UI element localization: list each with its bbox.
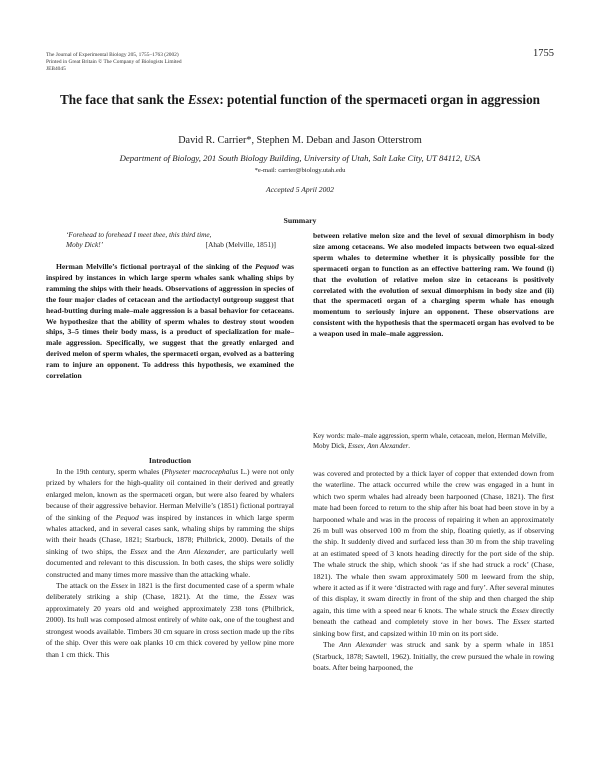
keyword-essex: Essex — [348, 443, 364, 450]
introduction-heading: Introduction — [148, 456, 192, 465]
epigraph-line-1: ‘Forehead to forehead I meet thee, this third time, — [66, 230, 212, 239]
p1-pequod: Pequod — [115, 512, 139, 522]
p1-text-c: was inspired by instances in which large sperm whales attacked, and in several cases sank, whaling ships by ramming the ships with their heads (Chase, 1821; Starbuck, 1878; Philbrick, 2000). Details of the sinking of two ships, the — [46, 512, 294, 556]
accepted-date: Accepted 5 April 2002 — [266, 185, 334, 194]
keyword-ann-alexander: Ann Alexander — [367, 443, 409, 450]
intro-paragraph-2 — [46, 580, 294, 660]
intro-left-column — [46, 466, 294, 660]
title-italic: Essex — [187, 92, 220, 107]
journal-line-1: The Journal of Experimental Biology 205, 1755–1763 (2002) — [46, 52, 179, 58]
summary-left-column — [46, 262, 294, 382]
summary-right-column: between relative melon size and the level of sexual dimorphism in body size among cetaceans. We also modeled impacts between two equal-sized sperm whales to determine whether it is physically possible for the spermaceti organ to function as an effective battering ram. We found (i) that the evolution of relative melon size in cetaceans is positively correlated with the evolution of sexual dimorphism in body size and (ii) that the spermaceti organ of a charging sperm whale has enough momentum to seriously injure an opponent. These observations are consistent with the hypothesis that the spermaceti organ has evolved to be a weapon used in male–male aggression. — [313, 231, 554, 339]
journal-citation — [46, 52, 182, 73]
p2-essex-1: Essex — [110, 581, 128, 591]
journal-line-3: JEB4045 — [46, 66, 66, 72]
summary-text-cont: was inspired by instances in which large sperm whales sank whaling ships by ramming the ships with their heads. Observations of aggression in species of the four major clades of cetacean and the artiodactyl outgroup suggest that head-butting during male–male aggression is a basal behavior for cetaceans. We hypothesize that the ability of sperm whales to destroy stout wooden ships, 3–5 times their body mass, is a product of specialization for male–male aggression. Specifically, we suggest that the greatly enlarged and derived melon of sperm whales, the spermaceti organ, evolved as a battering ram to injure an opponent. To address this hypothesis, we examined the correlation — [46, 262, 295, 381]
p2-essex-2: Essex — [259, 592, 277, 602]
intro-paragraph-3 — [313, 468, 554, 639]
p2-text-c: was approximately 20 years old and weighed approximately 238 tons (Philbrick, 2000). Its hull was composed almost entirely of white oak, one of the toughest and strongest woods available. Timbers 30 cm square in cross section made up the ribs of the ship. Over this were oak planks 10 cm thick covered by yellow pine more than 1 cm thick. This — [46, 592, 294, 659]
r2-text-b: was struck and sank by a sperm whale in 1851 (Starbuck, 1878; Sawtell, 1962). Initially, the crew pursued the whale in rowing boats. After being harpooned, the — [313, 640, 554, 672]
key-words — [313, 432, 554, 452]
r1-text-b: directly beneath the cathead and completely stove in her bows. The — [313, 605, 554, 627]
intro-right-column — [313, 468, 554, 673]
intro-paragraph-1 — [46, 466, 294, 580]
p2-text-b: in 1821 is the first documented case of a sperm whale deliberately striking a ship (Chase, 1821). At the time, the — [46, 581, 294, 602]
keywords-end: . — [408, 443, 410, 450]
keywords-sep: , — [363, 443, 368, 450]
epigraph-source: [Ahab (Melville, 1851)] — [205, 240, 276, 249]
p2-text-a: The attack on the — [56, 581, 111, 591]
epigraph-line-2 — [46, 240, 294, 250]
r1-essex-2: Essex — [512, 617, 531, 627]
epigraph — [46, 230, 294, 250]
journal-line-2: Printed in Great Britain © The Company of Biologists Limited — [46, 59, 182, 65]
author-list: David R. Carrier*, Stephen M. Deban and Jason Otterstrom — [178, 135, 422, 146]
title-part-1: The face that sank the — [59, 92, 188, 107]
r1-essex-1: Essex — [511, 605, 529, 615]
r1-text-a: was covered and protected by a thick layer of copper that extended down from the waterline. The attack occurred while the crew was engaged in a hunt in which two sperm whales had already been harpooned (Chase, 1821). The first mate had been forced to return to the ship after his boat had been stove in by a harpooned whale and was in the process of repairing it when an approximately 26 m bull was observed 100 m from the ship, floating quietly, as if observing the ship. It suddenly dived and surfaced less than 30 m from the ship traveling at an estimated speed of 3 knots heading directly for the port side of the ship. The whale struck the ship, which shook ‘as if she had struck a rock’ (Chase, 1821). The whale then swam approximately 500 m leeward from the ship, where it acted as if it were ‘distracted with rage and fury’. After several minutes of this display, it swam directly in front of the ship and then charged the ship again, this time with a speed near 6 knots. The whale struck the — [313, 469, 554, 615]
p1-text-b: L.) were not only prized by whalers for the high-quality oil contained in their derived and greatly enlarged melon, known as the spermaceti organ, but were also feared by whalers because of their aggressive behavior. Herman Melville’s (1851) fictional portrayal of the sinking of the — [46, 467, 294, 522]
keywords-text: Key words: male–male aggression, sperm whale, cetacean, melon, Herman Melville, Moby Dick, — [313, 433, 547, 450]
p1-text-a: In the 19th century, sperm whales ( — [56, 467, 165, 476]
corresponding-email: *e-mail: carrier@biology.utah.edu — [254, 167, 346, 174]
epigraph-line-2-text: Moby Dick!’ — [66, 240, 104, 249]
intro-paragraph-4 — [313, 639, 554, 673]
p1-essex: Essex — [130, 546, 148, 556]
summary-heading: Summary — [283, 216, 317, 225]
p1-text-e: , are particularly well documented and relevant to this discussion. In both cases, the ships were solidly constructed and many times more massive than the attacking whale. — [46, 546, 294, 579]
affiliation: Department of Biology, 201 South Biology Building, University of Utah, Salt Lake City, UT 84112, USA — [119, 153, 481, 163]
p1-text-d: and the — [147, 546, 179, 556]
article-title — [46, 92, 554, 108]
page-number: 1755 — [533, 48, 554, 59]
r2-text-a: The — [323, 640, 340, 650]
title-part-2: : potential function of the spermaceti organ in aggression — [219, 92, 540, 107]
r1-text-c: started sinking bow first, and capsized within 10 min on its port side. — [313, 617, 554, 638]
summary-italic-pequod: Pequod — [255, 262, 279, 271]
p1-ann-alexander: Ann Alexander — [178, 546, 225, 556]
r2-ann-alexander: Ann Alexander — [339, 640, 387, 650]
summary-text: Herman Melville’s fictional portrayal of the sinking of the — [56, 262, 256, 271]
p1-species: Physeter macrocephalus — [164, 467, 239, 476]
